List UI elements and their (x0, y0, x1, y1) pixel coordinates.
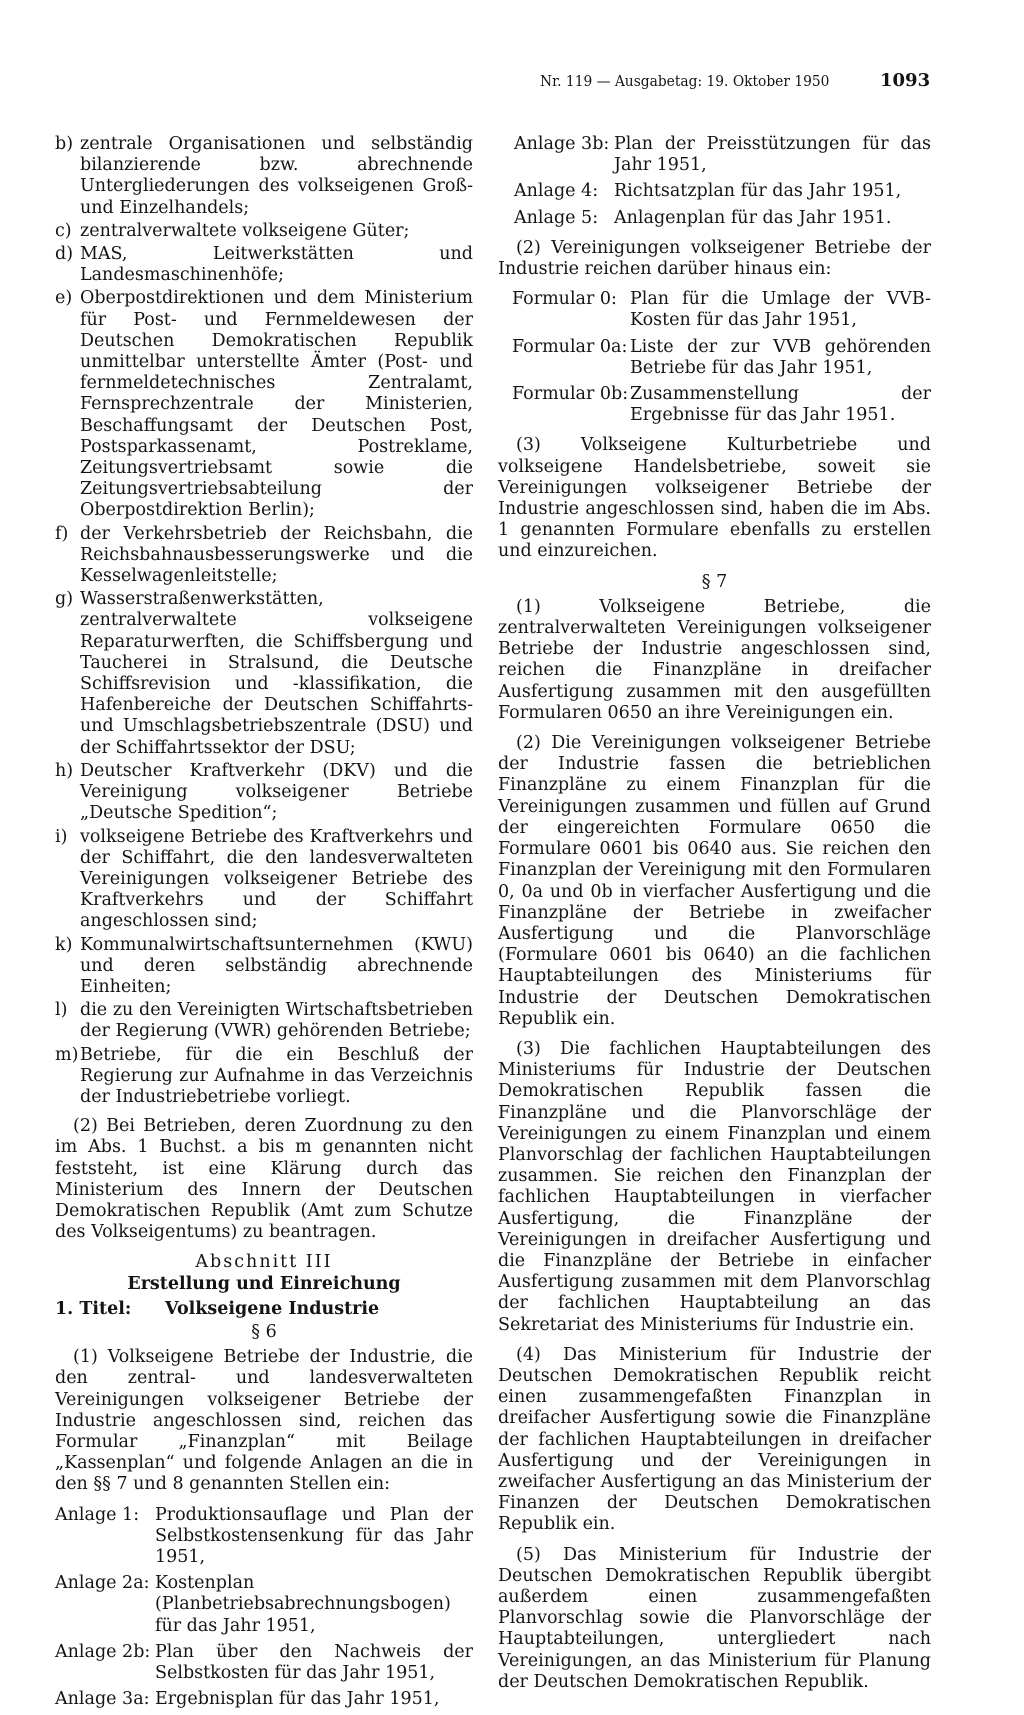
form-text: Zusammenstellung der Ergebnisse für das Jahr 1951. (630, 384, 931, 426)
section-subtitle: Erstellung und Einreichung (127, 1273, 401, 1294)
attachment-text: Plan über den Nachweis der Selbstkosten für das Jahr 1951, (155, 1641, 473, 1684)
item-label: k) (55, 934, 73, 955)
item-label: h) (55, 760, 74, 781)
attachment-item (55, 1689, 473, 1710)
titel-row (55, 1299, 473, 1320)
form-label: Formular 0: (512, 289, 617, 310)
paragraph: (2) Die Vereinigungen volkseigener Betriebe der Industrie fassen die betrieblichen Finanzpläne zu einem Finanzplan für die Vereinigungen zusammen und füllen auf Grund der eingereichten Formulare 0650 die Formulare 0601 bis 0640 aus. Sie reichen den Finanzplan der Vereinigung mit den Formularen 0, 0a und 0b in vierfacher Ausfertigung und die Finanzpläne der Betriebe in zweifacher Ausfertigung und die Planvorschläge (Formulare 0601 bis 0640) an die fachlichen Hauptabteilungen des Ministeriums für Industrie der Deutschen Demokratischen Republik ein. (498, 733, 931, 1029)
paragraph-sign: § 6 (251, 1321, 277, 1342)
item-label: d) (55, 244, 74, 265)
list-item (55, 524, 473, 588)
item-text: MAS, Leitwerkstätten und Landesmaschinenhöfe; (80, 244, 473, 286)
attachment-item (514, 134, 931, 176)
item-label: c) (55, 220, 72, 241)
item-text: Wasserstraßenwerkstätten, zentralverwaltete volkseigene Reparaturwerften, die Schiffsbergung und Taucherei in Stralsund, die Deutsche Schiffsrevision und -klassifikation, die Hafenbereiche der Deutschen Schiffahrts- und Umschlagsbetriebszentrale (DSU) und der Schiffahrtssektor der DSU; (80, 589, 473, 758)
attachment-text: Richtsatzplan für das Jahr 1951, (614, 181, 902, 202)
page-number: 1093 (880, 70, 931, 91)
item-text: die zu den Vereinigten Wirtschaftsbetrieben der Regierung (VWR) gehörenden Betriebe; (80, 1000, 473, 1042)
right-column (498, 134, 931, 1702)
attachment-text: Anlagenplan für das Jahr 1951. (614, 207, 892, 228)
form-item (512, 337, 931, 379)
item-text: Betriebe, für die ein Beschluß der Regierung zur Aufnahme in das Verzeichnis der Industriebetriebe vorliegt. (80, 1044, 473, 1107)
attachment-label: Anlage 3a: (55, 1689, 150, 1710)
list-item (55, 221, 473, 242)
attachment-label: Anlage 1: (55, 1504, 140, 1525)
paragraph: (1) Volkseigene Betriebe, die zentralverwalteten Vereinigungen volkseigener Betriebe der Industrie angeschlossen sind, reichen die Finanzpläne in dreifacher Ausfertigung zusammen mit den ausgefüllten Formularen 0650 an ihre Vereinigungen ein. (498, 596, 931, 723)
item-label: e) (55, 288, 73, 309)
list-item (55, 288, 473, 521)
item-text: Oberpostdirektionen und dem Ministerium für Post- und Fernmeldewesen der Deutschen Demokratischen Republik unmittelbar unterstellte Ämter (Post- und fernmeldetechnisches Zentralamt, Fernsprechzentrale der Ministerien, Beschaffungsamt der Deutschen Post, Postsparkassenamt, Postreklame, Zeitungsvertriebsamt sowie die Zeitungsvertriebsabteilung der Oberpostdirektion Berlin); (80, 288, 473, 521)
item-text: zentrale Organisationen und selbständig bilanzierende bzw. abrechnende Untergliederungen des volkseigenen Groß- und Einzelhandels; (80, 134, 473, 218)
attachment-item (514, 181, 931, 202)
item-text: zentralverwaltete volkseigene Güter; (80, 220, 410, 241)
attachment-item (55, 1505, 473, 1569)
paragraph: (3) Die fachlichen Hauptabteilungen des Ministeriums für Industrie der Deutschen Demokratischen Republik fassen die Finanzpläne und die Planvorschläge der Vereinigungen zu einem Finanzplan und einem Planvorschlag der fachlichen Hauptabteilungen zusammen. Sie reichen den Finanzplan der fachlichen Hauptabteilungen in vierfacher Ausfertigung, die Finanzpläne der Vereinigungen in dreifacher Ausfertigung und die Finanzpläne der Betriebe in einfacher Ausfertigung zusammen mit dem Planvorschlag der fachlichen Hauptabteilung an das Sekretariat des Ministeriums für Industrie ein. (498, 1038, 931, 1335)
form-text: Liste der zur VVB gehörenden Betriebe für das Jahr 1951, (630, 336, 931, 378)
list-item (55, 1000, 473, 1042)
item-text: der Verkehrsbetrieb der Reichsbahn, die Reichsbahnausbesserungswerke und die Kesselwagenleitstelle; (80, 523, 473, 587)
list-item (55, 134, 473, 219)
attachment-text: Kostenplan (Planbetriebsabrechnungsbogen) für das Jahr 1951, (155, 1573, 451, 1636)
page-header (0, 0, 1024, 100)
attachment-text: Plan der Preisstützungen für das Jahr 1951, (614, 134, 931, 176)
attachment-label: Anlage 4: (514, 181, 599, 202)
item-text: Deutscher Kraftverkehr (DKV) und die Vereinigung volkseigener Betriebe „Deutsche Spedition“; (80, 760, 473, 824)
attachment-label: Anlage 5: (514, 207, 599, 228)
attachment-label: Anlage 2a: (55, 1573, 150, 1594)
list-item (55, 589, 473, 759)
item-label: l) (55, 1000, 68, 1021)
form-item (512, 289, 931, 331)
titel-label: 1. Titel: (55, 1298, 132, 1319)
list-item (55, 827, 473, 933)
item-label: g) (55, 589, 74, 610)
section-title: Abschnitt III (195, 1252, 333, 1273)
attachment-text: Produktionsauflage und Plan der Selbstkostensenkung für das Jahr 1951, (155, 1504, 473, 1567)
left-column (55, 134, 473, 1715)
form-label: Formular 0b: (512, 384, 629, 405)
paragraph: (2) Bei Betrieben, deren Zuordnung zu den im Abs. 1 Buchst. a bis m genannten nicht feststeht, ist eine Klärung durch das Ministerium des Innern der Deutschen Demokratischen Republik (Amt zum Schutze des Volkseigentums) zu beantragen. (55, 1116, 473, 1243)
attachment-label: Anlage 2b: (55, 1641, 151, 1662)
paragraph: (4) Das Ministerium für Industrie der Deutschen Demokratischen Republik reicht einen zusammengefaßten Finanzplan in dreifacher Ausfertigung sowie die Finanzpläne der fachlichen Hauptabteilungen in dreifacher Ausfertigung und der Vereinigungen in zweifacher Ausfertigung an das Ministerium der Finanzen der Deutschen Demokratischen Republik ein. (498, 1344, 931, 1535)
attachment-list (498, 134, 931, 229)
list-item (55, 244, 473, 286)
attachment-item (514, 208, 931, 229)
item-label: b) (55, 134, 74, 154)
item-label: m) (55, 1044, 79, 1065)
form-text: Plan für die Umlage der VVB-Kosten für das Jahr 1951, (630, 289, 931, 331)
item-text: volkseigene Betriebe des Kraftverkehrs und der Schiffahrt, die den landesverwalteten Vereinigungen volkseigener Betriebe des Kraftverkehrs und der Schiffahrt angeschlossen sind; (80, 826, 473, 932)
list-item (55, 935, 473, 999)
titel-text: Volkseigene Industrie (165, 1298, 380, 1319)
list-item (55, 761, 473, 825)
list-item (55, 1045, 473, 1109)
paragraph: (2) Vereinigungen volkseigener Betriebe der Industrie reichen darüber hinaus ein: (498, 237, 931, 280)
item-text: Kommunalwirtschaftsunternehmen (KWU) und deren selbständig abrechnende Einheiten; (80, 934, 473, 997)
paragraph: (5) Das Ministerium für Industrie der Deutschen Demokratischen Republik übergibt außerdem einen zusammengefaßten Planvorschlag sowie die Planvorschläge der Hauptabteilungen, untergliedert nach Vereinigungen, an das Ministerium für Planung der Deutschen Demokratischen Republik. (498, 1544, 931, 1692)
attachment-item (55, 1642, 473, 1684)
form-list (498, 289, 931, 426)
item-label: i) (55, 826, 68, 847)
paragraph: (3) Volkseigene Kulturbetriebe und volkseigene Handelsbetriebe, soweit sie Vereinigungen volkseigener Betriebe der Industrie angeschlossen sind, haben die im Abs. 1 genannten Formulare ebenfalls zu erstellen und einzureichen. (498, 435, 931, 562)
attachment-text: Ergebnisplan für das Jahr 1951, (155, 1689, 440, 1710)
paragraph-sign: § 7 (701, 571, 728, 592)
item-label: f) (55, 523, 69, 544)
form-label: Formular 0a: (512, 336, 628, 357)
issue-line: Nr. 119 — Ausgabetag: 19. Oktober 1950 (540, 72, 830, 90)
attachment-item (55, 1573, 473, 1637)
form-item (512, 384, 931, 426)
attachment-label: Anlage 3b: (514, 134, 610, 154)
paragraph: (1) Volkseigene Betriebe der Industrie, die den zentral- und landesverwalteten Vereinigungen volkseigener Betriebe der Industrie angeschlossen sind, reichen das Formular „Finanzplan“ mit Beilage „Kassenplan“ und folgende Anlagen an die in den §§ 7 und 8 genannten Stellen ein: (55, 1347, 473, 1495)
